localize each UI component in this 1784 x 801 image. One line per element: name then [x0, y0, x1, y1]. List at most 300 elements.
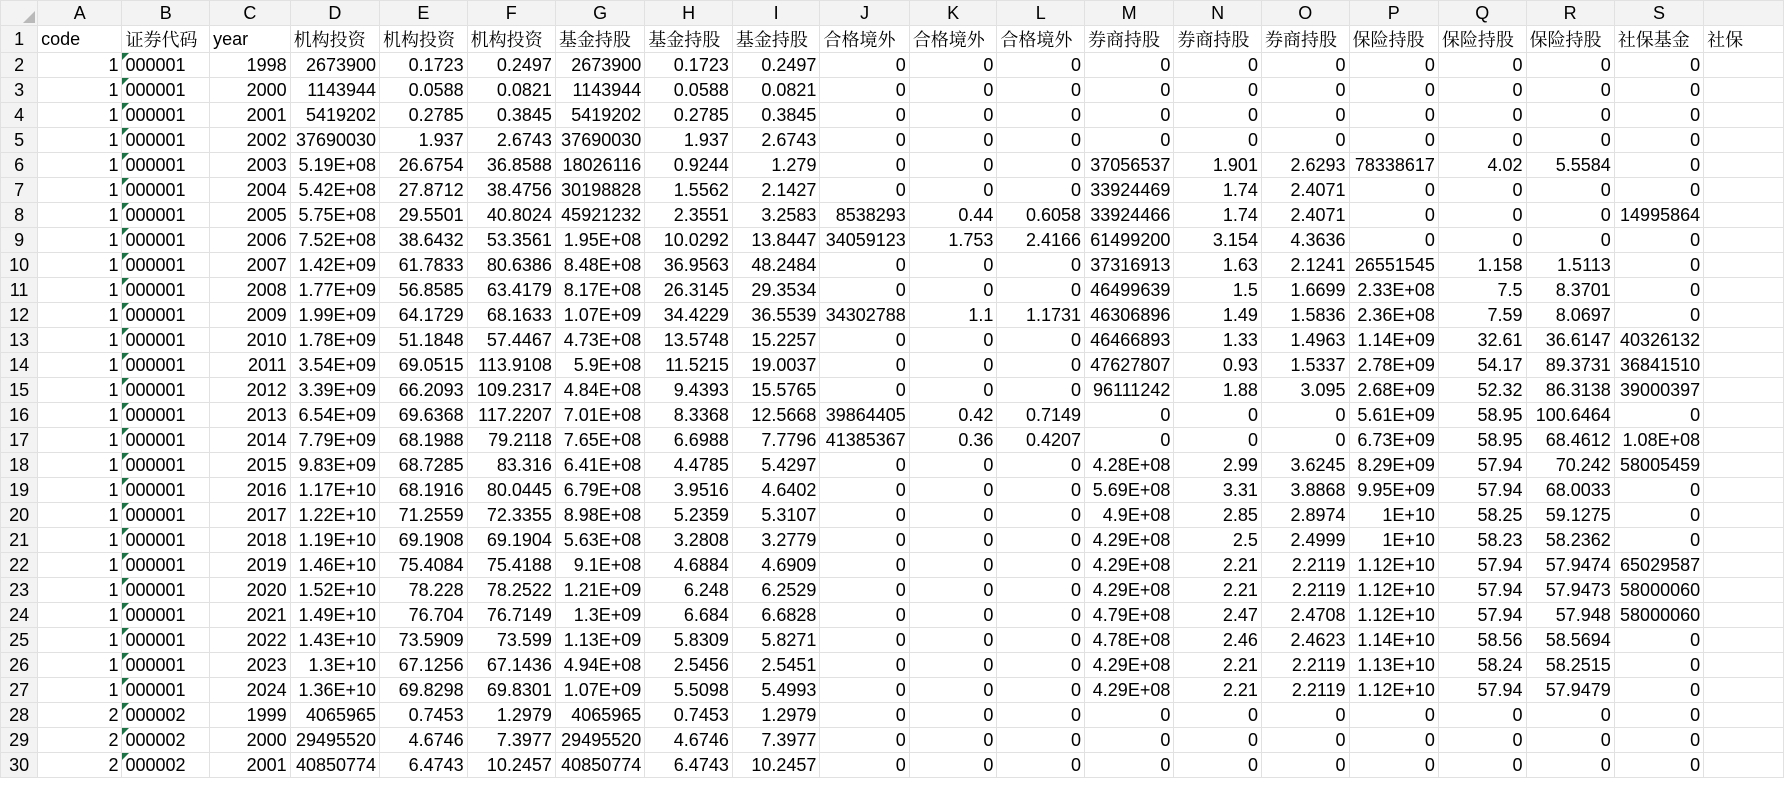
header-cell[interactable]: 券商持股 [1261, 26, 1349, 53]
cell[interactable]: 1 [38, 328, 122, 353]
cell[interactable]: 6.248 [645, 578, 733, 603]
cell[interactable]: 57.94 [1438, 553, 1526, 578]
cell[interactable]: 0 [1085, 428, 1174, 453]
cell[interactable]: 0 [909, 128, 997, 153]
cell[interactable]: 000001 [122, 528, 210, 553]
cell[interactable]: 0 [820, 253, 909, 278]
cell[interactable]: 1 [38, 278, 122, 303]
cell[interactable]: 2.4071 [1261, 203, 1349, 228]
cell[interactable]: 0 [1261, 428, 1349, 453]
cell[interactable]: 34302788 [820, 303, 909, 328]
cell[interactable]: 2.2119 [1261, 553, 1349, 578]
cell[interactable]: 9.1E+08 [555, 553, 644, 578]
cell[interactable]: 6.684 [645, 603, 733, 628]
cell[interactable]: 6.54E+09 [290, 403, 379, 428]
cell[interactable]: 2005 [210, 203, 291, 228]
cell[interactable]: 2.46 [1174, 628, 1262, 653]
cell[interactable]: 58.95 [1438, 403, 1526, 428]
cell[interactable]: 2.47 [1174, 603, 1262, 628]
cell[interactable]: 0 [997, 153, 1085, 178]
cell[interactable]: 4.6884 [645, 553, 733, 578]
cell[interactable]: 2010 [210, 328, 291, 353]
cell[interactable]: 2.4166 [997, 228, 1085, 253]
row-header[interactable]: 15 [1, 378, 38, 403]
cell[interactable]: 29.5501 [380, 203, 468, 228]
header-cell[interactable]: code [38, 26, 122, 53]
row-header[interactable]: 27 [1, 678, 38, 703]
cell[interactable]: 0 [820, 578, 909, 603]
cell[interactable]: 0 [820, 353, 909, 378]
cell[interactable]: 0 [909, 503, 997, 528]
cell[interactable]: 4.6746 [645, 728, 733, 753]
cell[interactable]: 5.42E+08 [290, 178, 379, 203]
cell[interactable]: 0 [820, 328, 909, 353]
cell[interactable]: 69.0515 [380, 353, 468, 378]
cell[interactable]: 0 [909, 278, 997, 303]
cell[interactable]: 73.599 [467, 628, 555, 653]
cell[interactable]: 0 [1438, 128, 1526, 153]
cell[interactable] [1704, 228, 1784, 253]
row-header[interactable]: 10 [1, 253, 38, 278]
column-header-f[interactable]: F [467, 1, 555, 26]
cell[interactable] [1704, 178, 1784, 203]
cell[interactable]: 000001 [122, 378, 210, 403]
row-header[interactable]: 12 [1, 303, 38, 328]
cell[interactable]: 1 [38, 653, 122, 678]
cell[interactable]: 1.901 [1174, 153, 1262, 178]
cell[interactable]: 0 [1438, 753, 1526, 778]
cell[interactable]: 000001 [122, 53, 210, 78]
cell[interactable]: 0 [909, 78, 997, 103]
cell[interactable]: 75.4084 [380, 553, 468, 578]
cell[interactable]: 2009 [210, 303, 291, 328]
cell[interactable]: 0 [1174, 703, 1262, 728]
cell[interactable]: 0 [909, 153, 997, 178]
cell[interactable]: 36.6147 [1526, 328, 1614, 353]
row-header[interactable]: 1 [1, 26, 38, 53]
cell[interactable]: 0 [909, 553, 997, 578]
cell[interactable]: 2023 [210, 653, 291, 678]
header-cell[interactable]: 机构投资 [380, 26, 468, 53]
cell[interactable]: 0 [1085, 728, 1174, 753]
cell[interactable]: 0 [1614, 128, 1703, 153]
cell[interactable]: 1 [38, 153, 122, 178]
cell[interactable]: 100.6464 [1526, 403, 1614, 428]
cell[interactable]: 2.2119 [1261, 653, 1349, 678]
header-cell[interactable]: 基金持股 [732, 26, 820, 53]
cell[interactable]: 1 [38, 353, 122, 378]
cell[interactable]: 57.94 [1438, 478, 1526, 503]
cell[interactable]: 8538293 [820, 203, 909, 228]
cell[interactable]: 5.19E+08 [290, 153, 379, 178]
cell[interactable]: 57.94 [1438, 578, 1526, 603]
cell[interactable]: 2.1241 [1261, 253, 1349, 278]
cell[interactable]: 75.4188 [467, 553, 555, 578]
cell[interactable]: 0 [1614, 653, 1703, 678]
cell[interactable]: 58005459 [1614, 453, 1703, 478]
cell[interactable]: 113.9108 [467, 353, 555, 378]
cell[interactable]: 0.6058 [997, 203, 1085, 228]
cell[interactable]: 0 [997, 128, 1085, 153]
cell[interactable]: 000001 [122, 78, 210, 103]
cell[interactable]: 0 [820, 153, 909, 178]
cell[interactable]: 0 [1174, 428, 1262, 453]
cell[interactable]: 000001 [122, 353, 210, 378]
cell[interactable]: 7.7796 [732, 428, 820, 453]
cell[interactable]: 000001 [122, 278, 210, 303]
cell[interactable]: 0 [820, 628, 909, 653]
cell[interactable]: 27.8712 [380, 178, 468, 203]
cell[interactable] [1704, 303, 1784, 328]
cell[interactable]: 68.4612 [1526, 428, 1614, 453]
cell[interactable]: 1.07E+09 [555, 303, 644, 328]
cell[interactable]: 0 [1174, 103, 1262, 128]
cell[interactable]: 1.3E+09 [555, 603, 644, 628]
cell[interactable]: 8.29E+09 [1349, 453, 1438, 478]
cell[interactable]: 9.95E+09 [1349, 478, 1438, 503]
cell[interactable]: 63.4179 [467, 278, 555, 303]
cell[interactable]: 0 [997, 503, 1085, 528]
cell[interactable]: 1.36E+10 [290, 678, 379, 703]
cell[interactable]: 000002 [122, 703, 210, 728]
cell[interactable]: 61.7833 [380, 253, 468, 278]
cell[interactable]: 1 [38, 128, 122, 153]
cell[interactable]: 0 [1526, 178, 1614, 203]
cell[interactable]: 1.95E+08 [555, 228, 644, 253]
cell[interactable]: 0 [1349, 228, 1438, 253]
cell[interactable]: 57.4467 [467, 328, 555, 353]
cell[interactable]: 0 [1614, 153, 1703, 178]
cell[interactable]: 0 [820, 278, 909, 303]
cell[interactable]: 56.8585 [380, 278, 468, 303]
cell[interactable]: 1.937 [380, 128, 468, 153]
cell[interactable]: 0 [909, 328, 997, 353]
cell[interactable]: 41385367 [820, 428, 909, 453]
cell[interactable]: 1.08E+08 [1614, 428, 1703, 453]
cell[interactable] [1704, 453, 1784, 478]
cell[interactable]: 0 [997, 753, 1085, 778]
cell[interactable]: 67.1256 [380, 653, 468, 678]
cell[interactable]: 0 [820, 753, 909, 778]
cell[interactable]: 64.1729 [380, 303, 468, 328]
cell[interactable]: 0 [1349, 703, 1438, 728]
header-cell[interactable]: 机构投资 [290, 26, 379, 53]
cell[interactable]: 58.23 [1438, 528, 1526, 553]
cell[interactable]: 0.0821 [732, 78, 820, 103]
cell[interactable]: 2008 [210, 278, 291, 303]
cell[interactable]: 65029587 [1614, 553, 1703, 578]
cell[interactable]: 36.9563 [645, 253, 733, 278]
cell[interactable]: 2000 [210, 728, 291, 753]
cell[interactable]: 2017 [210, 503, 291, 528]
cell[interactable]: 5.2359 [645, 503, 733, 528]
cell[interactable]: 2.4071 [1261, 178, 1349, 203]
row-header[interactable]: 9 [1, 228, 38, 253]
cell[interactable]: 0 [1438, 53, 1526, 78]
row-header[interactable]: 30 [1, 753, 38, 778]
cell[interactable]: 0 [1174, 78, 1262, 103]
cell[interactable]: 33924466 [1085, 203, 1174, 228]
cell[interactable]: 0 [1349, 128, 1438, 153]
cell[interactable]: 1.17E+10 [290, 478, 379, 503]
cell[interactable]: 0.0588 [380, 78, 468, 103]
cell[interactable]: 4.29E+08 [1085, 528, 1174, 553]
cell[interactable]: 4.3636 [1261, 228, 1349, 253]
cell[interactable]: 0 [1349, 203, 1438, 228]
column-header-g[interactable]: G [555, 1, 644, 26]
cell[interactable]: 5.5584 [1526, 153, 1614, 178]
cell[interactable]: 58.2515 [1526, 653, 1614, 678]
cell[interactable] [1704, 528, 1784, 553]
cell[interactable]: 1.2979 [467, 703, 555, 728]
cell[interactable]: 117.2207 [467, 403, 555, 428]
cell[interactable]: 6.4743 [645, 753, 733, 778]
row-header[interactable]: 4 [1, 103, 38, 128]
cell[interactable] [1704, 53, 1784, 78]
cell[interactable]: 000001 [122, 678, 210, 703]
cell[interactable]: 37316913 [1085, 253, 1174, 278]
cell[interactable]: 000001 [122, 228, 210, 253]
cell[interactable]: 57.9473 [1526, 578, 1614, 603]
cell[interactable]: 73.5909 [380, 628, 468, 653]
cell[interactable]: 78338617 [1349, 153, 1438, 178]
cell[interactable]: 2.6293 [1261, 153, 1349, 178]
header-cell[interactable]: year [210, 26, 291, 53]
cell[interactable]: 7.3977 [732, 728, 820, 753]
cell[interactable]: 0 [1261, 78, 1349, 103]
cell[interactable]: 0 [1614, 53, 1703, 78]
column-header-r[interactable]: R [1526, 1, 1614, 26]
cell[interactable]: 13.8447 [732, 228, 820, 253]
cell[interactable]: 15.5765 [732, 378, 820, 403]
cell[interactable]: 1 [38, 528, 122, 553]
cell[interactable]: 0 [1614, 503, 1703, 528]
cell[interactable]: 0 [1526, 128, 1614, 153]
cell[interactable]: 0 [1174, 728, 1262, 753]
cell[interactable]: 19.0037 [732, 353, 820, 378]
cell[interactable]: 80.0445 [467, 478, 555, 503]
cell[interactable] [1704, 403, 1784, 428]
cell[interactable]: 1 [38, 228, 122, 253]
cell[interactable]: 26551545 [1349, 253, 1438, 278]
column-header-h[interactable]: H [645, 1, 733, 26]
cell[interactable]: 000001 [122, 253, 210, 278]
cell[interactable] [1704, 328, 1784, 353]
cell[interactable]: 9.4393 [645, 378, 733, 403]
cell[interactable]: 0 [1174, 753, 1262, 778]
cell[interactable]: 0 [1085, 753, 1174, 778]
cell[interactable]: 0 [820, 378, 909, 403]
cell[interactable]: 0 [1526, 53, 1614, 78]
cell[interactable]: 8.98E+08 [555, 503, 644, 528]
cell[interactable]: 1 [38, 678, 122, 703]
cell[interactable]: 15.2257 [732, 328, 820, 353]
cell[interactable]: 14995864 [1614, 203, 1703, 228]
cell[interactable]: 1.5 [1174, 278, 1262, 303]
cell[interactable]: 0 [997, 678, 1085, 703]
cell[interactable]: 59.1275 [1526, 503, 1614, 528]
cell[interactable]: 0 [997, 253, 1085, 278]
cell[interactable]: 4.28E+08 [1085, 453, 1174, 478]
cell[interactable]: 53.3561 [467, 228, 555, 253]
column-header-q[interactable]: Q [1438, 1, 1526, 26]
cell[interactable] [1704, 353, 1784, 378]
column-header-b[interactable]: B [122, 1, 210, 26]
row-header[interactable]: 18 [1, 453, 38, 478]
cell[interactable]: 0 [1614, 478, 1703, 503]
cell[interactable]: 0 [909, 478, 997, 503]
cell[interactable]: 5419202 [555, 103, 644, 128]
cell[interactable]: 000001 [122, 203, 210, 228]
cell[interactable]: 0 [1526, 78, 1614, 103]
cell[interactable]: 0 [820, 653, 909, 678]
cell[interactable]: 29.3534 [732, 278, 820, 303]
cell[interactable]: 4.6909 [732, 553, 820, 578]
cell[interactable]: 86.3138 [1526, 378, 1614, 403]
cell[interactable]: 0 [1614, 303, 1703, 328]
cell[interactable]: 000001 [122, 103, 210, 128]
cell[interactable]: 0 [1438, 78, 1526, 103]
cell[interactable]: 57.9474 [1526, 553, 1614, 578]
cell[interactable]: 1 [38, 53, 122, 78]
cell[interactable]: 0 [1085, 128, 1174, 153]
cell[interactable]: 0 [997, 653, 1085, 678]
cell[interactable]: 38.6432 [380, 228, 468, 253]
cell[interactable]: 1.77E+09 [290, 278, 379, 303]
row-header[interactable]: 22 [1, 553, 38, 578]
cell[interactable]: 1.22E+10 [290, 503, 379, 528]
cell[interactable]: 68.1916 [380, 478, 468, 503]
cell[interactable]: 4.73E+08 [555, 328, 644, 353]
cell[interactable]: 0 [820, 103, 909, 128]
cell[interactable]: 1.5562 [645, 178, 733, 203]
cell[interactable]: 40326132 [1614, 328, 1703, 353]
cell[interactable]: 2.4999 [1261, 528, 1349, 553]
cell[interactable]: 0 [1526, 703, 1614, 728]
cell[interactable]: 1.21E+09 [555, 578, 644, 603]
cell[interactable]: 7.5 [1438, 278, 1526, 303]
cell[interactable] [1704, 653, 1784, 678]
cell[interactable]: 0 [1085, 403, 1174, 428]
cell[interactable]: 0 [909, 628, 997, 653]
cell[interactable]: 2.2119 [1261, 678, 1349, 703]
cell[interactable]: 0 [820, 528, 909, 553]
cell[interactable]: 1.33 [1174, 328, 1262, 353]
cell[interactable] [1704, 378, 1784, 403]
cell[interactable]: 2673900 [290, 53, 379, 78]
cell[interactable]: 1.1731 [997, 303, 1085, 328]
cell[interactable]: 1.78E+09 [290, 328, 379, 353]
cell[interactable]: 0 [1614, 253, 1703, 278]
cell[interactable]: 76.7149 [467, 603, 555, 628]
cell[interactable]: 0 [997, 603, 1085, 628]
cell[interactable]: 32.61 [1438, 328, 1526, 353]
cell[interactable]: 39864405 [820, 403, 909, 428]
cell[interactable]: 61499200 [1085, 228, 1174, 253]
row-header[interactable]: 5 [1, 128, 38, 153]
cell[interactable]: 000001 [122, 478, 210, 503]
cell[interactable]: 0 [1349, 753, 1438, 778]
cell[interactable]: 5.4993 [732, 678, 820, 703]
cell[interactable]: 0 [997, 278, 1085, 303]
cell[interactable]: 1143944 [555, 78, 644, 103]
row-header[interactable]: 25 [1, 628, 38, 653]
cell[interactable]: 1.5836 [1261, 303, 1349, 328]
cell[interactable]: 0 [1614, 753, 1703, 778]
cell[interactable]: 3.2583 [732, 203, 820, 228]
cell[interactable]: 11.5215 [645, 353, 733, 378]
cell[interactable]: 6.79E+08 [555, 478, 644, 503]
cell[interactable]: 2024 [210, 678, 291, 703]
cell[interactable]: 89.3731 [1526, 353, 1614, 378]
cell[interactable]: 1.49E+10 [290, 603, 379, 628]
cell[interactable]: 0.7149 [997, 403, 1085, 428]
cell[interactable]: 0 [1614, 728, 1703, 753]
cell[interactable]: 0 [1085, 78, 1174, 103]
cell[interactable]: 9.83E+09 [290, 453, 379, 478]
cell[interactable]: 000001 [122, 328, 210, 353]
cell[interactable]: 67.1436 [467, 653, 555, 678]
cell[interactable]: 1.12E+10 [1349, 578, 1438, 603]
cell[interactable]: 0 [1438, 103, 1526, 128]
cell[interactable]: 58000060 [1614, 578, 1703, 603]
cell[interactable]: 68.1988 [380, 428, 468, 453]
cell[interactable]: 0 [909, 378, 997, 403]
cell[interactable]: 40850774 [290, 753, 379, 778]
cell[interactable]: 57.94 [1438, 678, 1526, 703]
cell[interactable]: 2001 [210, 103, 291, 128]
cell[interactable]: 2.21 [1174, 653, 1262, 678]
cell[interactable]: 3.9516 [645, 478, 733, 503]
cell[interactable]: 6.6828 [732, 603, 820, 628]
cell[interactable]: 0.2785 [645, 103, 733, 128]
cell[interactable]: 69.6368 [380, 403, 468, 428]
cell[interactable]: 1.63 [1174, 253, 1262, 278]
cell[interactable]: 1.937 [645, 128, 733, 153]
cell[interactable]: 1.19E+10 [290, 528, 379, 553]
column-header-e[interactable]: E [380, 1, 468, 26]
cell[interactable]: 0 [1085, 703, 1174, 728]
cell[interactable]: 0 [1438, 728, 1526, 753]
cell[interactable]: 6.41E+08 [555, 453, 644, 478]
cell[interactable]: 0.1723 [380, 53, 468, 78]
cell[interactable]: 1 [38, 78, 122, 103]
cell[interactable]: 1 [38, 453, 122, 478]
cell[interactable]: 47627807 [1085, 353, 1174, 378]
cell[interactable]: 5.75E+08 [290, 203, 379, 228]
cell[interactable]: 79.2118 [467, 428, 555, 453]
cell[interactable]: 2 [38, 753, 122, 778]
cell[interactable]: 1 [38, 178, 122, 203]
cell[interactable]: 66.2093 [380, 378, 468, 403]
cell[interactable]: 0.3845 [732, 103, 820, 128]
cell[interactable]: 2.4623 [1261, 628, 1349, 653]
cell[interactable]: 2018 [210, 528, 291, 553]
cell[interactable]: 6.6988 [645, 428, 733, 453]
cell[interactable]: 2016 [210, 478, 291, 503]
cell[interactable] [1704, 153, 1784, 178]
cell[interactable]: 69.8301 [467, 678, 555, 703]
cell[interactable]: 0 [1614, 403, 1703, 428]
cell[interactable]: 0.44 [909, 203, 997, 228]
select-all-corner[interactable] [1, 1, 38, 26]
cell[interactable]: 57.94 [1438, 603, 1526, 628]
cell[interactable]: 69.1904 [467, 528, 555, 553]
cell[interactable]: 2.21 [1174, 553, 1262, 578]
cell[interactable]: 1.279 [732, 153, 820, 178]
column-header-c[interactable]: C [210, 1, 291, 26]
cell[interactable]: 0 [1614, 528, 1703, 553]
